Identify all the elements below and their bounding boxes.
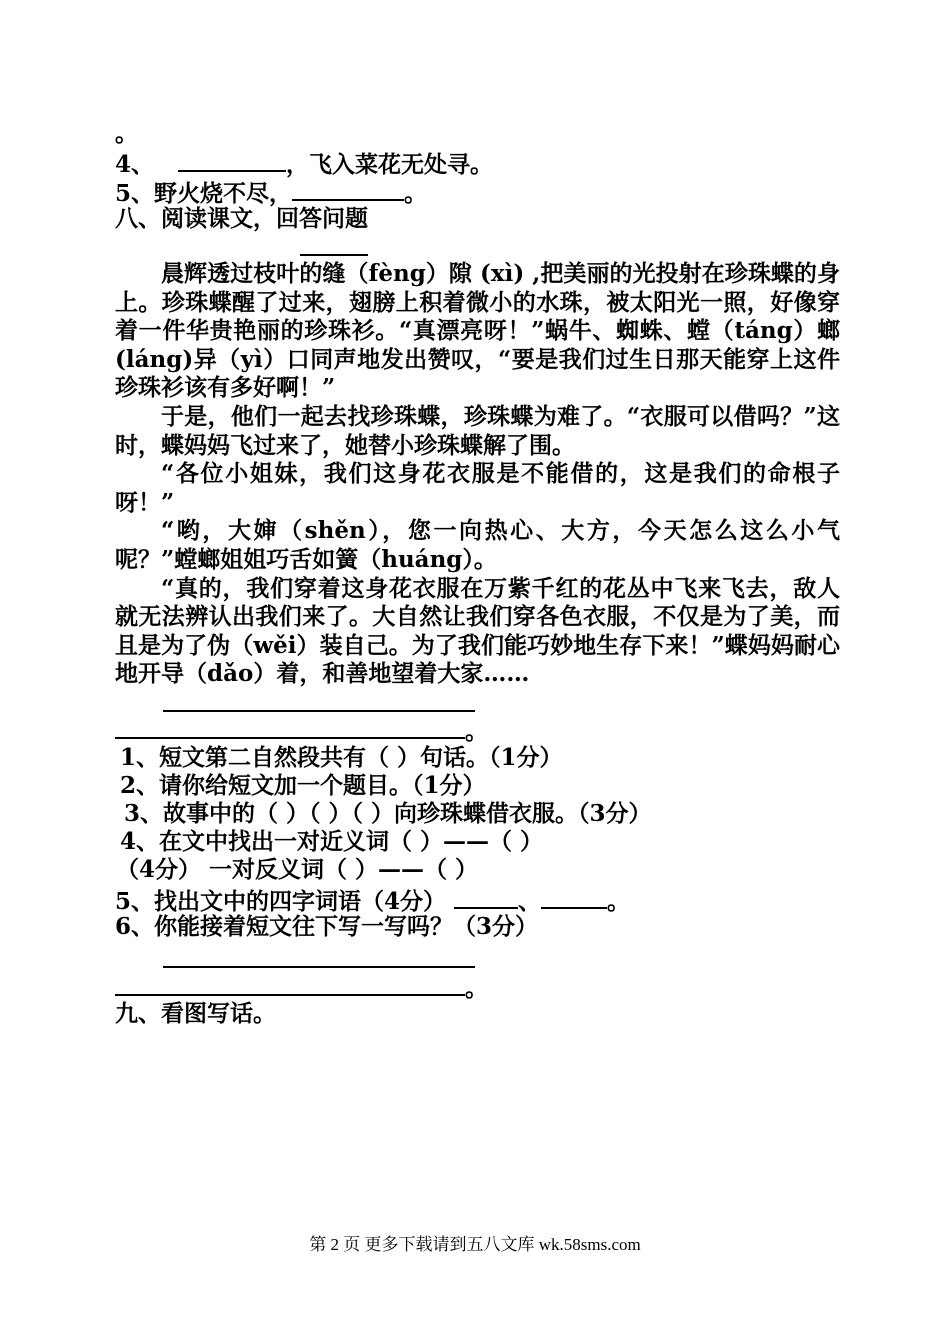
question-1: 1、短文第二自然段共有（ ）句话。（1分） <box>120 744 563 771</box>
fill-blank[interactable] <box>541 885 607 909</box>
answer-line-3[interactable] <box>163 966 475 968</box>
poem-end: 。 <box>404 180 428 207</box>
question-5 <box>115 885 630 916</box>
poem-text: ，飞入菜花无处寻。 <box>286 151 494 178</box>
reading-passage <box>115 260 840 689</box>
passage-paragraph: “各位小姐妹，我们这身花衣服是不能借的，这是我们的命根子呀！” <box>115 460 840 516</box>
section-9-heading: 九、看图写话。 <box>115 1000 276 1027</box>
fill-blank[interactable] <box>454 885 518 909</box>
answer-line-1[interactable] <box>163 710 475 712</box>
question-5-text: 5、找出文中的四字词语（4分） <box>115 888 447 915</box>
passage-paragraph: 晨辉透过枝叶的缝（fèng）隙 (xì) ,把美丽的光投射在珍珠蝶的身上。珍珠蝶醒了过来，翅膀上积着微小的水珠，被太阳光一照，好像穿着一件华贵艳丽的珍珠衫。“真漂亮呀！”蜗牛、蜘蛛、螳（táng）螂(láng)异（yì）口同声地发出赞叹，“要是我们过生日那天能穿上这件珍珠衫该有多好啊！” <box>115 260 840 402</box>
question-3: 3、故事中的（ ）（ ）（ ）向珍珠蝶借衣服。（3分） <box>124 800 652 827</box>
fill-blank[interactable] <box>292 177 404 201</box>
passage-paragraph: “真的，我们穿着这身花衣服在万紫千红的花丛中飞来飞去，敌人就无法辨认出我们来了。大自然让我们穿各色衣服，不仅是为了美，而且是为了伪（wěi）装自己。为了我们能巧妙地生存下来！”蝶妈妈耐心地开导（dǎo）着，和善地望着大家…… <box>115 574 840 688</box>
poem-line-5 <box>115 177 427 208</box>
passage-paragraph: 于是，他们一起去找珍珠蝶，珍珠蝶为难了。“衣服可以借吗？”这时，蝶妈妈飞过来了，她替小珍珠蝶解了围。 <box>115 402 840 459</box>
answer-end-mark-2: 。 <box>465 975 488 1002</box>
answer-line-2[interactable] <box>115 737 465 739</box>
answer-line-4[interactable] <box>115 994 465 996</box>
poem-number: 5、 <box>115 180 155 207</box>
question-6: 6、你能接着短文往下写一写吗？（3分） <box>115 913 539 940</box>
section-8-heading: 八、阅读课文，回答问题 <box>115 205 368 232</box>
question-4-antonym: （4分） 一对反义词（ ）——（ ） <box>116 856 479 883</box>
question-2: 2、请你给短文加一个题目。（1分） <box>120 772 486 799</box>
fill-blank[interactable] <box>178 148 286 172</box>
poem-text: 野火烧不尽， <box>154 180 293 207</box>
page-footer: 第 2 页 更多下载请到五八文库 wk.58sms.com <box>309 1235 641 1254</box>
poem-number: 4、 <box>115 151 155 178</box>
top-period: 。 <box>115 120 138 147</box>
question-5-end: 。 <box>607 888 631 915</box>
title-blank-line[interactable] <box>300 254 368 256</box>
answer-end-mark: 。 <box>465 718 488 745</box>
question-4: 4、在文中找出一对近义词（ ）——（ ） <box>120 828 544 855</box>
separator: 、 <box>518 888 542 915</box>
poem-line-4 <box>115 148 493 179</box>
passage-paragraph: “哟，大婶（shěn），您一向热心、大方，今天怎么这么小气呢？”螳螂姐姐巧舌如簧（huáng）。 <box>115 517 840 573</box>
